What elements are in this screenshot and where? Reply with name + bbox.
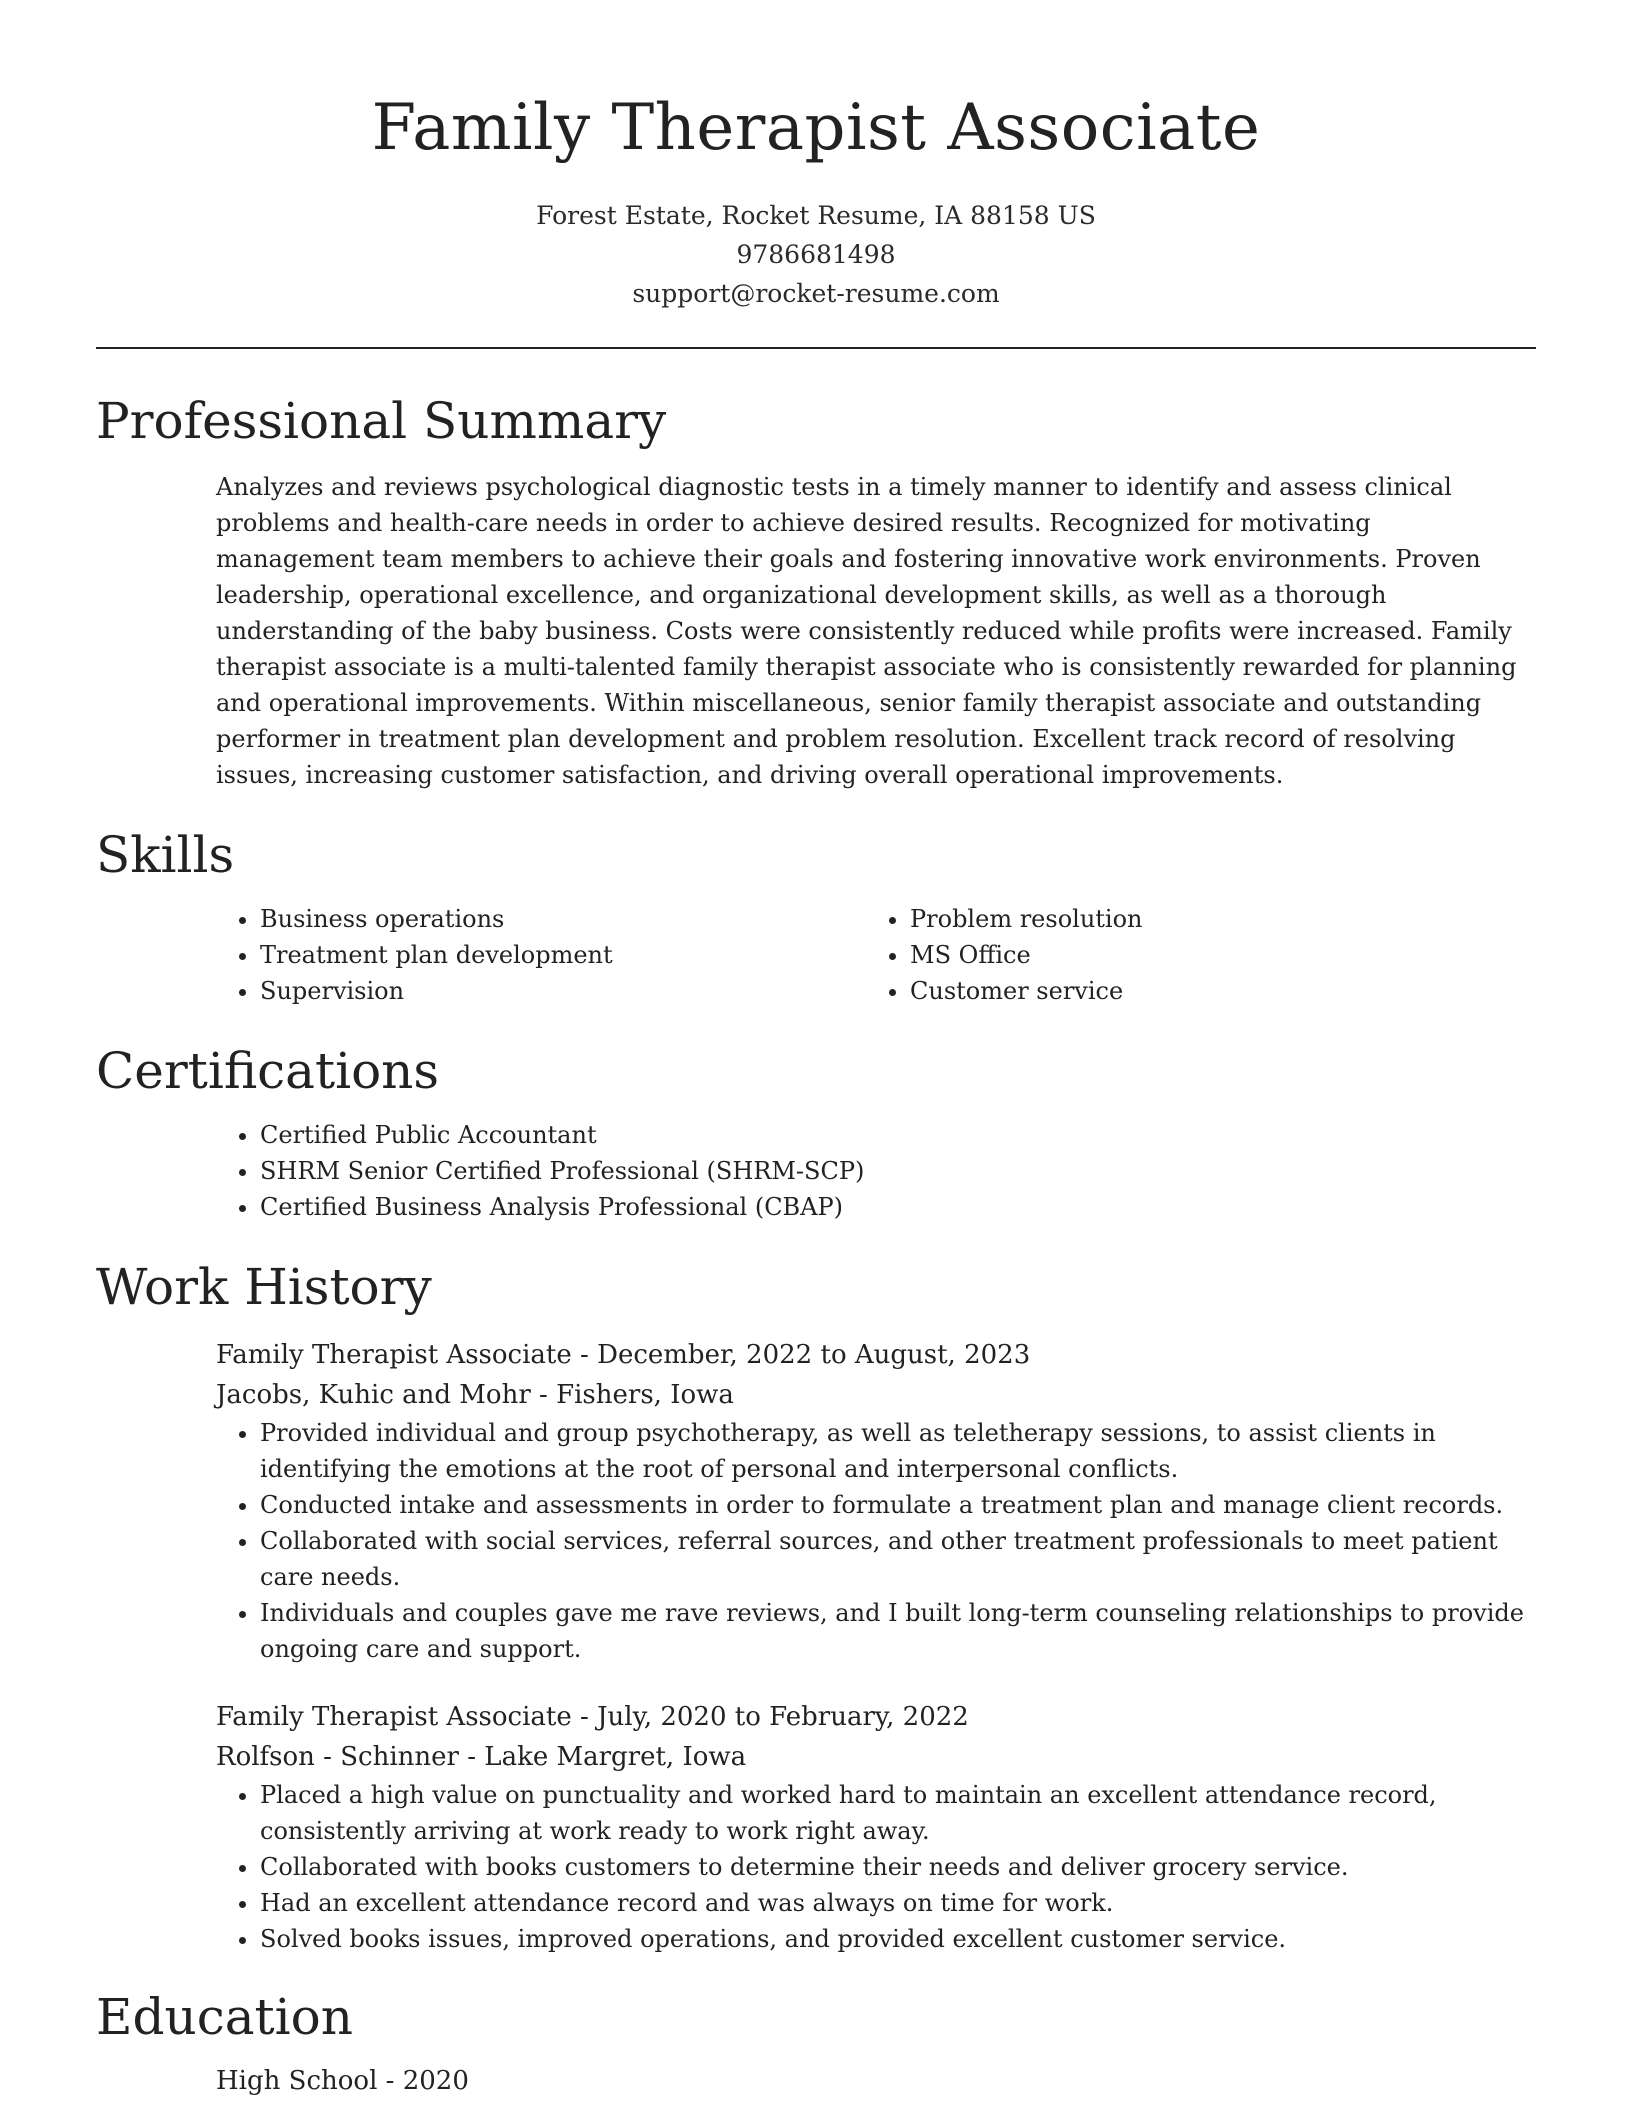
professional-summary-section <box>96 389 1536 793</box>
job-location: Lake Margret, Iowa <box>484 1742 747 1772</box>
job-bullet: • Collaborated with social services, referral sources, and other treatment professionals to meet patient care needs. <box>260 1523 1536 1595</box>
job-location: Fishers, Iowa <box>556 1380 734 1410</box>
job-company-line: Rolfson - Schinner - Lake Margret, Iowa <box>216 1742 747 1772</box>
skill-item: • Business operations <box>260 901 866 937</box>
job-entry <box>216 1335 1536 1667</box>
skills-column-left <box>216 901 866 1009</box>
certification-item: • SHRM Senior Certified Professional (SHRM-SCP) <box>260 1153 1536 1189</box>
education-section <box>96 1985 1536 2101</box>
job-company-line: Jacobs, Kuhic and Mohr - Fishers, Iowa <box>216 1380 734 1410</box>
resume-header <box>96 0 1536 349</box>
job-dates: December, 2022 to August, 2023 <box>597 1340 1031 1370</box>
job-bullet: • Collaborated with books customers to determine their needs and deliver grocery service. <box>260 1849 1536 1885</box>
job-dates: July, 2020 to February, 2022 <box>597 1702 969 1732</box>
job-bullet: • Solved books issues, improved operations, and provided excellent customer service. <box>260 1921 1536 1957</box>
header-divider <box>96 347 1536 349</box>
job-bullet: • Provided individual and group psychotherapy, as well as teletherapy sessions, to assist clients in identifying the emotions at the root of personal and interpersonal conflicts. <box>260 1415 1536 1487</box>
job-title: Family Therapist Associate <box>216 1340 572 1370</box>
contact-email: support@rocket-resume.com <box>632 279 1000 308</box>
education-entry: High School - 2020 <box>216 2066 469 2096</box>
summary-heading: Professional Summary <box>96 392 667 450</box>
skills-heading: Skills <box>96 826 235 884</box>
candidate-name: Family Therapist Associate <box>371 91 1261 165</box>
job-title: Family Therapist Associate <box>216 1702 572 1732</box>
skill-item: • Problem resolution <box>910 901 1516 937</box>
skills-column-right <box>866 901 1516 1009</box>
certification-item: • Certified Public Accountant <box>260 1117 1536 1153</box>
job-company: Rolfson - Schinner <box>216 1742 459 1772</box>
skill-item: • Supervision <box>260 973 866 1009</box>
job-title-line: Family Therapist Associate - July, 2020 to February, 2022 <box>216 1702 969 1732</box>
education-year: 2020 <box>402 2066 469 2096</box>
skill-item: • MS Office <box>910 937 1516 973</box>
education-degree: High School <box>216 2066 378 2096</box>
work-history-section <box>96 1255 1536 1957</box>
work-history-heading: Work History <box>96 1258 432 1316</box>
certifications-list <box>216 1117 1536 1225</box>
job-bullets <box>216 1415 1536 1667</box>
contact-block <box>96 196 1536 313</box>
job-bullet: • Individuals and couples gave me rave reviews, and I built long-term counseling relationships to provide ongoing care and support. <box>260 1595 1536 1667</box>
skill-item: • Treatment plan development <box>260 937 866 973</box>
job-bullet: • Had an excellent attendance record and was always on time for work. <box>260 1885 1536 1921</box>
job-bullet: • Placed a high value on punctuality and worked hard to maintain an excellent attendance record, consistently arriving at work ready to work right away. <box>260 1777 1536 1849</box>
contact-phone: 9786681498 <box>736 240 896 269</box>
job-title-line: Family Therapist Associate - December, 2022 to August, 2023 <box>216 1340 1031 1370</box>
job-bullets <box>216 1777 1536 1957</box>
education-heading: Education <box>96 1988 353 2046</box>
skill-item: • Customer service <box>910 973 1516 1009</box>
skills-section <box>96 823 1536 1009</box>
certification-item: • Certified Business Analysis Professional (CBAP) <box>260 1189 1536 1225</box>
skills-grid <box>216 901 1536 1009</box>
job-bullet: • Conducted intake and assessments in order to formulate a treatment plan and manage client records. <box>260 1487 1536 1523</box>
contact-address: Forest Estate, Rocket Resume, IA 88158 US <box>536 201 1096 230</box>
summary-text: Analyzes and reviews psychological diagnostic tests in a timely manner to identify and assess clinical problems and health-care needs in order to achieve desired results. Recognized for motivating management team members to achieve their goals and fostering innovative work environments. Proven leadership, operational excellence, and organizational development skills, as well as a thorough understanding of the baby business. Costs were consistently reduced while profits were increased. Family therapist associate is a multi-talented family therapist associate who is consistently rewarded for planning and operational improvements. Within miscellaneous, senior family therapist associate and outstanding performer in treatment plan development and problem resolution. Excellent track record of resolving issues, increasing customer satisfaction, and driving overall operational improvements. <box>216 473 1517 789</box>
job-company: Jacobs, Kuhic and Mohr <box>216 1380 531 1410</box>
certifications-heading: Certifications <box>96 1042 440 1100</box>
certifications-section <box>96 1039 1536 1225</box>
job-entry <box>216 1697 1536 1957</box>
